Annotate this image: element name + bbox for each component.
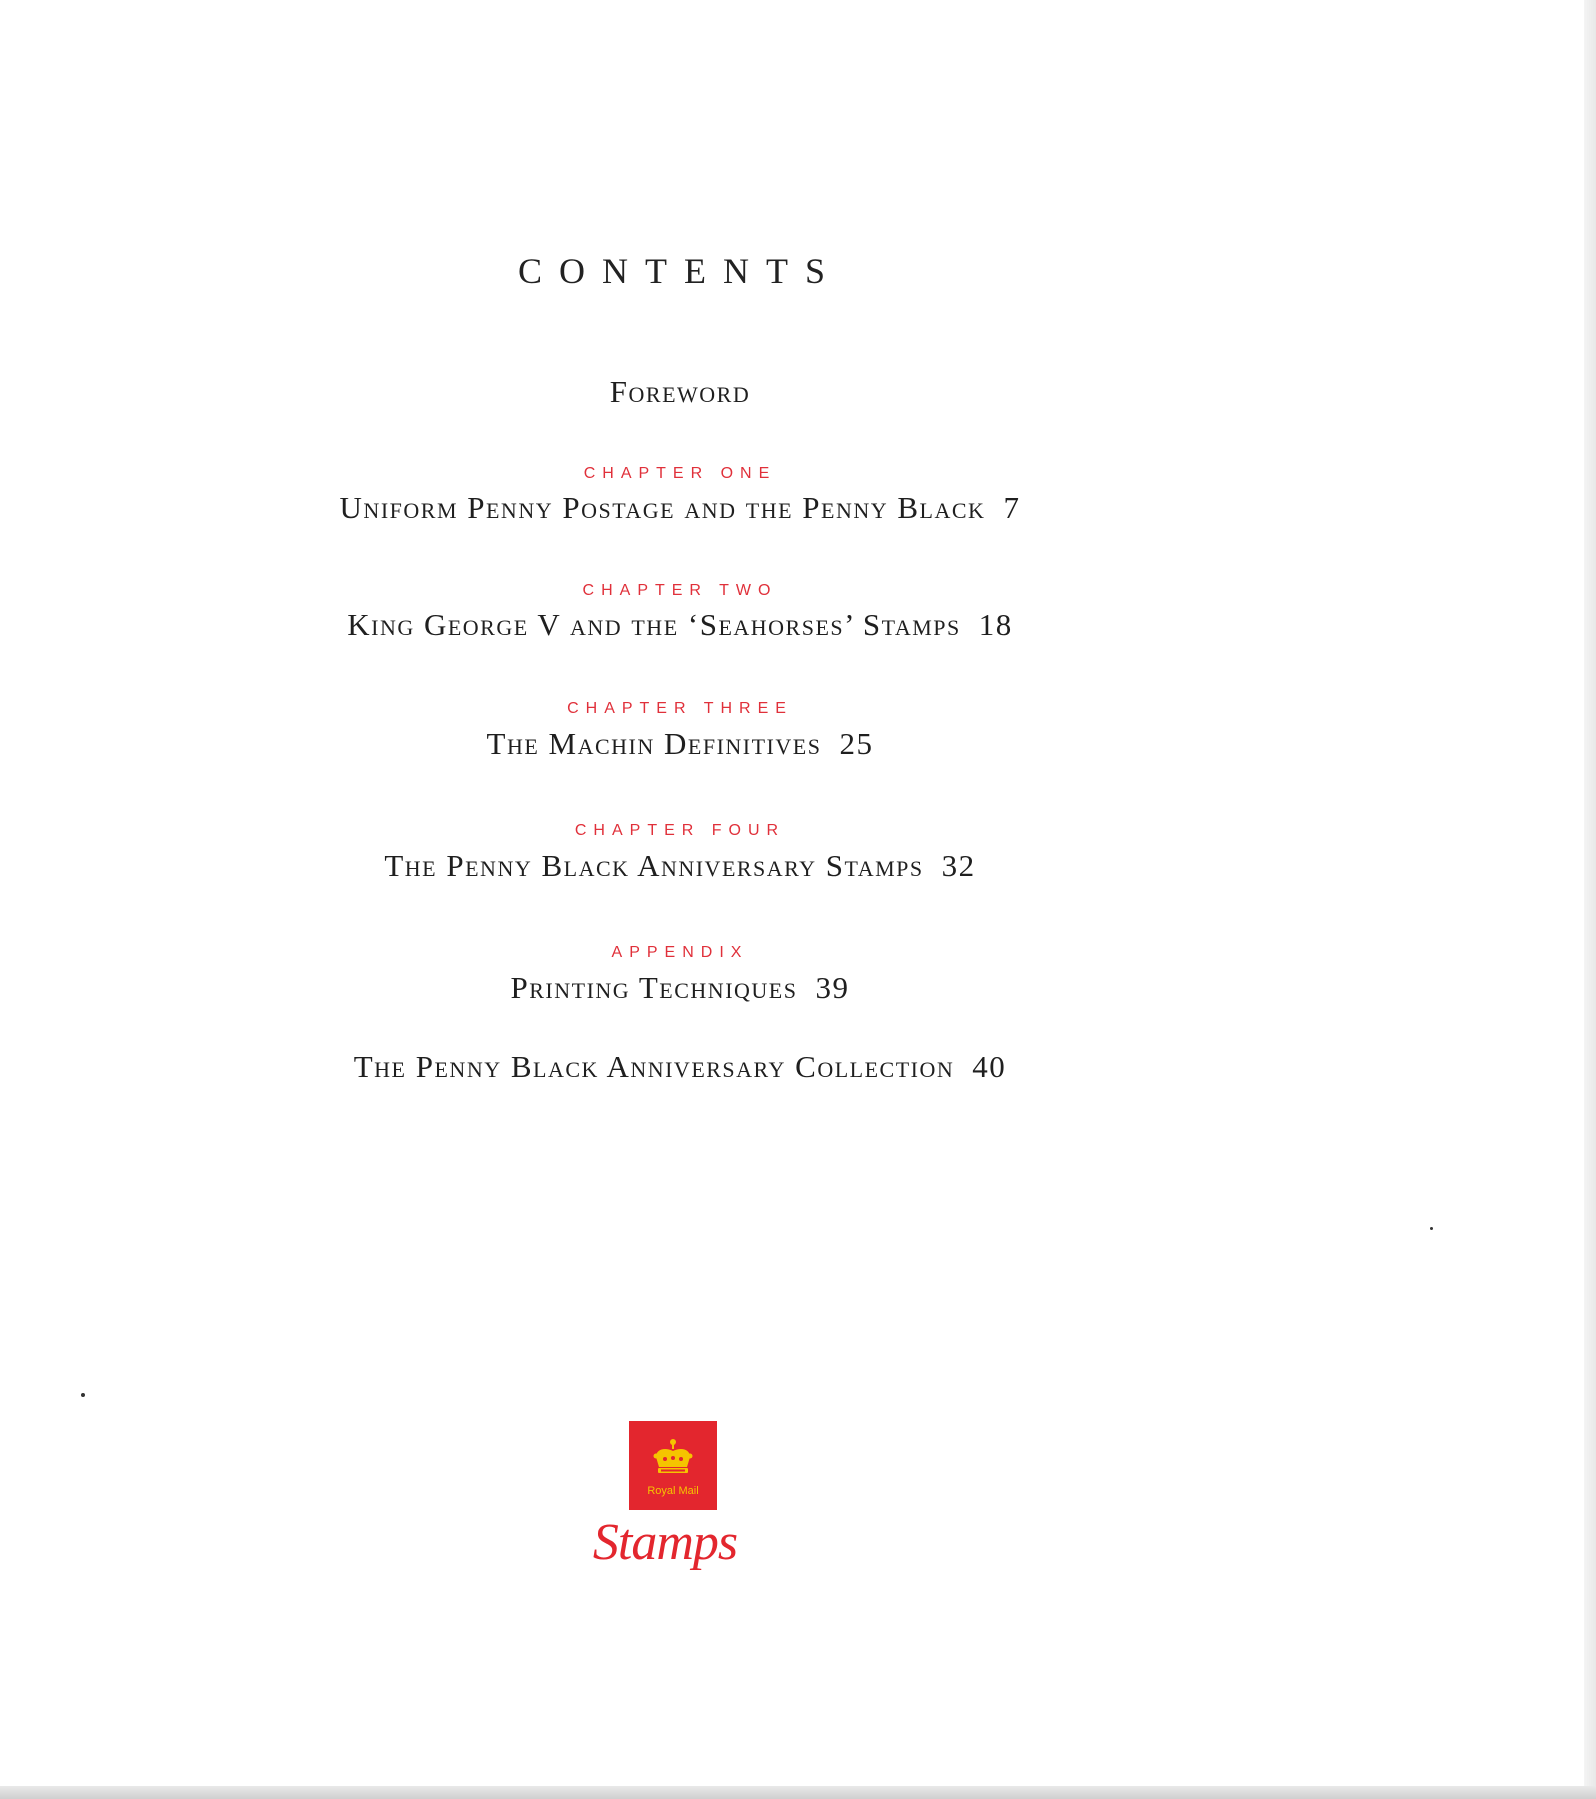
chapter-two-title: [0, 607, 1360, 643]
entry-page-number: 39: [815, 970, 850, 1005]
appendix-title: [0, 970, 1360, 1006]
scan-speck: [81, 1393, 85, 1397]
entry-title-text: The Penny Black Anniversary Stamps: [384, 848, 924, 883]
entry-title-text: The Penny Black Anniversary Collection: [353, 1049, 955, 1084]
entry-title-text: Uniform Penny Postage and the Penny Black: [339, 490, 986, 525]
chapter-two-label: CHAPTER TWO: [582, 582, 778, 599]
scan-speck: [1430, 1227, 1433, 1230]
entry-title-text: Printing Techniques: [510, 970, 798, 1005]
chapter-four-title: [0, 848, 1360, 884]
chapter-three-title: [0, 726, 1360, 762]
entry-page-number: 7: [1003, 490, 1021, 525]
entry-page-number: 25: [839, 726, 874, 761]
chapter-four-label: CHAPTER FOUR: [574, 822, 786, 839]
chapter-three-label: CHAPTER THREE: [567, 700, 793, 717]
entry-foreword-title: [0, 374, 1360, 410]
crown-icon: [651, 1437, 695, 1481]
entry-title-text: Foreword: [609, 374, 751, 409]
chapter-one-title: [0, 490, 1360, 526]
entry-page-number: 18: [978, 607, 1013, 642]
royal-mail-logo-box: [629, 1421, 717, 1510]
royal-mail-stamps-logo: [580, 1418, 750, 1578]
stamps-wordmark: Stamps: [592, 1514, 738, 1571]
collection-title: [0, 1049, 1360, 1085]
entry-title-text: King George V and the ‘Seahorses’ Stamps: [347, 607, 961, 642]
appendix-label: APPENDIX: [611, 944, 749, 961]
page-edge-right: [1584, 0, 1596, 1799]
entry-title-text: The Machin Definitives: [486, 726, 822, 761]
entry-page-number: 40: [972, 1049, 1007, 1084]
entry-page-number: 32: [941, 848, 976, 883]
page-edge-bottom: [0, 1786, 1596, 1799]
royal-mail-text: Royal Mail: [647, 1485, 699, 1497]
chapter-one-label: CHAPTER ONE: [583, 465, 777, 482]
contents-heading: CONTENTS: [518, 251, 842, 291]
